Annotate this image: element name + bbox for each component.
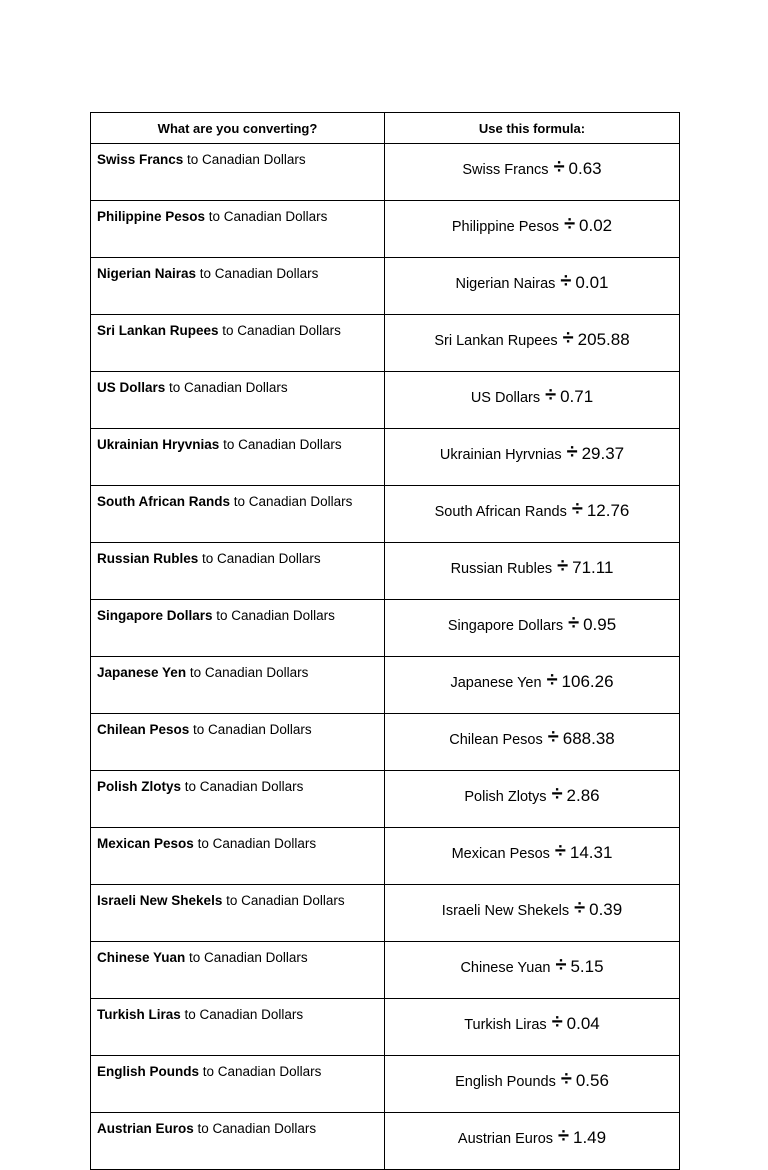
target-currency-text: to Canadian Dollars [230, 494, 353, 509]
divide-sign: ÷ [551, 783, 563, 805]
table-header-row [91, 113, 680, 144]
source-currency: Chilean Pesos [97, 722, 190, 737]
table-row [91, 258, 680, 315]
source-currency: Israeli New Shekels [97, 893, 223, 908]
formula-rate: 0.95 [583, 615, 617, 634]
formula-cell [385, 258, 680, 315]
formula-rate: 0.71 [560, 387, 594, 406]
table-row [91, 942, 680, 999]
formula-rate: 1.49 [573, 1128, 607, 1147]
conversion-table-container [90, 112, 679, 1170]
divide-sign: ÷ [560, 270, 572, 292]
target-currency-text: to Canadian Dollars [212, 608, 335, 623]
conversion-description-cell [91, 1113, 385, 1170]
formula-currency: Japanese Yen [450, 675, 542, 691]
table-row [91, 1056, 680, 1113]
formula-currency: Swiss Francs [462, 162, 549, 178]
target-currency-text: to Canadian Dollars [222, 893, 345, 908]
table-row [91, 771, 680, 828]
conversion-description-cell [91, 999, 385, 1056]
formula-cell [385, 543, 680, 600]
formula-currency: Mexican Pesos [451, 846, 550, 862]
formula-rate: 0.04 [566, 1014, 600, 1033]
target-currency-text: to Canadian Dollars [186, 665, 309, 680]
target-currency-text: to Canadian Dollars [198, 551, 321, 566]
formula-rate: 29.37 [581, 444, 625, 463]
table-row [91, 144, 680, 201]
divide-sign: ÷ [564, 213, 576, 235]
conversion-description-cell [91, 657, 385, 714]
divide-sign: ÷ [555, 954, 567, 976]
formula-rate: 71.11 [572, 558, 614, 577]
formula-rate: 0.56 [575, 1071, 609, 1090]
formula-cell [385, 714, 680, 771]
formula-currency: Singapore Dollars [447, 618, 564, 634]
divide-sign: ÷ [568, 612, 580, 634]
conversion-description-cell [91, 372, 385, 429]
formula-currency: English Pounds [455, 1074, 556, 1090]
formula-currency: Ukrainian Hyrvnias [439, 447, 562, 463]
divide-sign: ÷ [562, 327, 574, 349]
formula-rate: 0.39 [589, 900, 623, 919]
formula-rate: 12.76 [586, 501, 630, 520]
table-row [91, 429, 680, 486]
table-row [91, 828, 680, 885]
conversion-table [90, 112, 680, 1170]
divide-sign: ÷ [546, 669, 558, 691]
table-row [91, 201, 680, 258]
table-row [91, 486, 680, 543]
target-currency-text: to Canadian Dollars [193, 1121, 317, 1136]
formula-rate: 0.01 [575, 273, 609, 292]
formula-rate: 0.63 [568, 159, 602, 178]
source-currency: Japanese Yen [97, 665, 187, 680]
source-currency: South African Rands [97, 494, 231, 509]
conversion-description-cell [91, 486, 385, 543]
formula-rate: 688.38 [562, 729, 615, 748]
table-row [91, 543, 680, 600]
divide-sign: ÷ [551, 1011, 563, 1033]
formula-cell [385, 1113, 680, 1170]
table-row [91, 885, 680, 942]
formula-currency: Polish Zlotys [464, 789, 547, 805]
target-currency-text: to Canadian Dollars [189, 722, 312, 737]
source-currency: Nigerian Nairas [97, 266, 197, 281]
conversion-description-cell [91, 828, 385, 885]
source-currency: Swiss Francs [97, 152, 184, 167]
source-currency: Mexican Pesos [97, 836, 194, 851]
table-row [91, 315, 680, 372]
formula-cell [385, 429, 680, 486]
formula-rate: 2.86 [566, 786, 600, 805]
conversion-description-cell [91, 144, 385, 201]
source-currency: Polish Zlotys [97, 779, 182, 794]
target-currency-text: to Canadian Dollars [218, 323, 341, 338]
divide-sign: ÷ [553, 156, 565, 178]
formula-cell [385, 771, 680, 828]
conversion-description-cell [91, 600, 385, 657]
conversion-description-cell [91, 771, 385, 828]
table-row [91, 999, 680, 1056]
target-currency-text: to Canadian Dollars [193, 836, 317, 851]
divide-sign: ÷ [547, 726, 559, 748]
target-currency-text: to Canadian Dollars [205, 209, 328, 224]
table-row [91, 657, 680, 714]
formula-cell [385, 942, 680, 999]
table-row [91, 1113, 680, 1170]
formula-currency: Nigerian Nairas [455, 276, 556, 292]
divide-sign: ÷ [560, 1068, 572, 1090]
formula-currency: US Dollars [470, 390, 541, 406]
divide-sign: ÷ [574, 897, 586, 919]
source-currency: Turkish Liras [97, 1007, 181, 1022]
divide-sign: ÷ [554, 840, 566, 862]
formula-rate: 5.15 [570, 957, 604, 976]
conversion-description-cell [91, 714, 385, 771]
target-currency-text: to Canadian Dollars [180, 1007, 304, 1022]
header-what-converting: What are you converting? [91, 113, 385, 144]
table-row [91, 600, 680, 657]
target-currency-text: to Canadian Dollars [183, 152, 306, 167]
formula-cell [385, 885, 680, 942]
target-currency-text: to Canadian Dollars [219, 437, 342, 452]
formula-rate: 205.88 [577, 330, 630, 349]
target-currency-text: to Canadian Dollars [181, 779, 304, 794]
formula-cell [385, 600, 680, 657]
formula-rate: 0.02 [579, 216, 613, 235]
source-currency: English Pounds [97, 1064, 200, 1079]
formula-cell [385, 999, 680, 1056]
formula-currency: Russian Rubles [450, 561, 553, 577]
formula-cell [385, 144, 680, 201]
divide-sign: ÷ [566, 441, 578, 463]
divide-sign: ÷ [545, 384, 557, 406]
formula-cell [385, 486, 680, 543]
header-formula: Use this formula: [385, 113, 680, 144]
target-currency-text: to Canadian Dollars [199, 1064, 322, 1079]
target-currency-text: to Canadian Dollars [196, 266, 319, 281]
formula-cell [385, 372, 680, 429]
formula-currency: Turkish Liras [464, 1017, 547, 1033]
formula-currency: Israeli New Shekels [441, 903, 570, 919]
formula-cell [385, 1056, 680, 1113]
conversion-description-cell [91, 429, 385, 486]
formula-currency: South African Rands [434, 504, 567, 520]
conversion-description-cell [91, 1056, 385, 1113]
table-row [91, 714, 680, 771]
source-currency: Russian Rubles [97, 551, 199, 566]
conversion-description-cell [91, 201, 385, 258]
formula-cell [385, 657, 680, 714]
formula-currency: Austrian Euros [457, 1131, 554, 1147]
formula-rate: 14.31 [569, 843, 613, 862]
source-currency: Ukrainian Hryvnias [97, 437, 220, 452]
formula-cell [385, 201, 680, 258]
table-body [91, 144, 680, 1170]
source-currency: Sri Lankan Rupees [97, 323, 219, 338]
conversion-description-cell [91, 885, 385, 942]
formula-rate: 106.26 [561, 672, 614, 691]
formula-cell [385, 315, 680, 372]
conversion-description-cell [91, 543, 385, 600]
source-currency: US Dollars [97, 380, 166, 395]
formula-currency: Chilean Pesos [449, 732, 543, 748]
target-currency-text: to Canadian Dollars [185, 950, 308, 965]
conversion-description-cell [91, 942, 385, 999]
source-currency: Chinese Yuan [97, 950, 186, 965]
divide-sign: ÷ [557, 555, 569, 577]
table-row [91, 372, 680, 429]
source-currency: Austrian Euros [97, 1121, 194, 1136]
conversion-description-cell [91, 258, 385, 315]
formula-currency: Sri Lankan Rupees [434, 333, 558, 349]
target-currency-text: to Canadian Dollars [165, 380, 288, 395]
source-currency: Singapore Dollars [97, 608, 213, 623]
divide-sign: ÷ [571, 498, 583, 520]
formula-cell [385, 828, 680, 885]
formula-currency: Chinese Yuan [460, 960, 551, 976]
conversion-description-cell [91, 315, 385, 372]
divide-sign: ÷ [558, 1125, 569, 1147]
source-currency: Philippine Pesos [97, 209, 206, 224]
formula-currency: Philippine Pesos [451, 219, 560, 235]
